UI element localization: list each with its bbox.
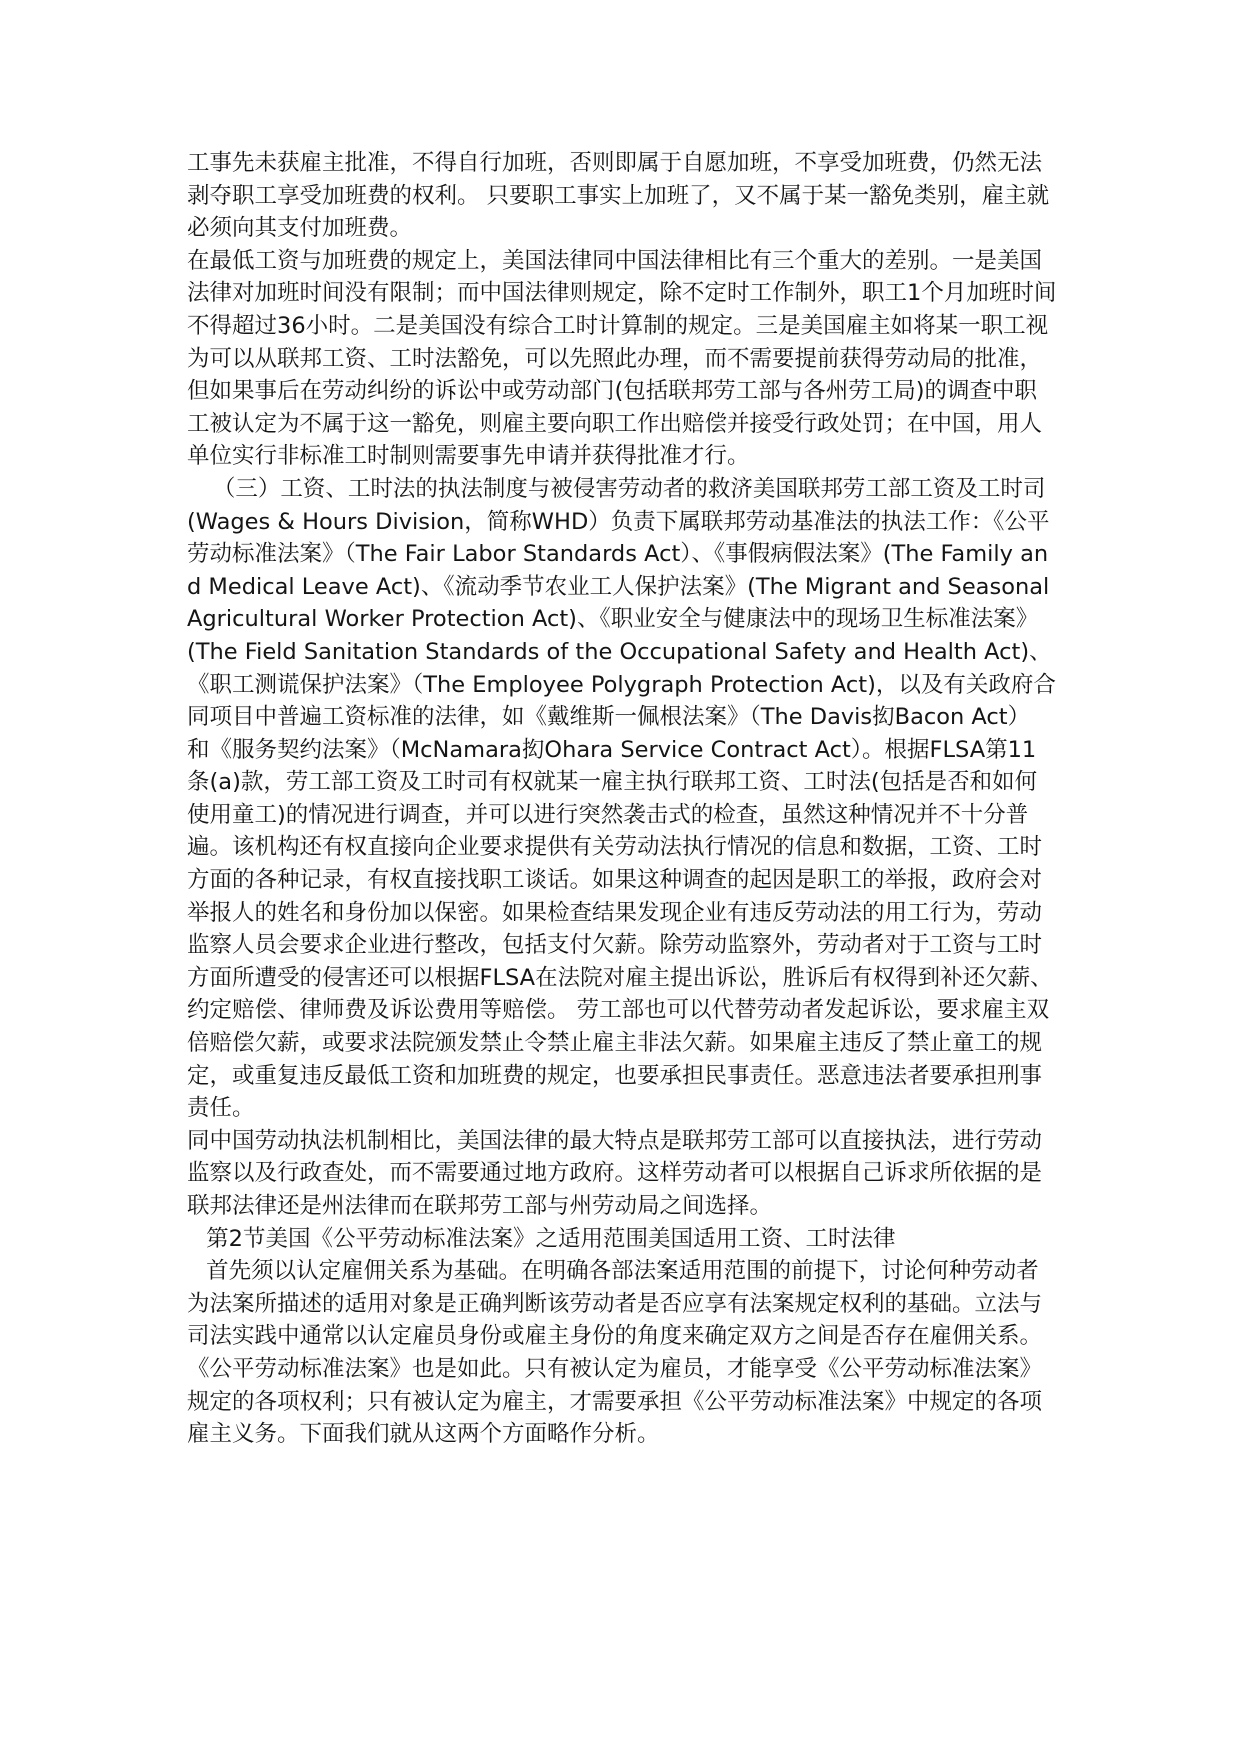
paragraph-1: 工事先未获雇主批准，不得自行加班，否则即属于自愿加班，不享受加班费，仍然无法剥夺职工享受加班费的权利。 只要职工事实上加班了，又不属于某一豁免类别，雇主就必须向其支付加班费。 bbox=[187, 150, 1050, 242]
document-body bbox=[187, 147, 1057, 1451]
paragraph-2: 在最低工资与加班费的规定上，美国法律同中国法律相比有三个重大的差别。一是美国法律对加班时间没有限制；而中国法律则规定，除不定时工作制外，职工1个月加班时间不得超过36小时。二是美国没有综合工时计算制的规定。三是美国雇主如将某一职工视为可以从联邦工资、工时法豁免，可以先照此办理，而不需要提前获得劳动局的批准，但如果事后在劳动纠纷的诉讼中或劳动部门(包括联邦劳工部与各州劳工局)的调查中职工被认定为不属于这一豁免，则雇主要向职工作出赔偿并接受行政处罚；在中国，用人单位实行非标准工时制则需要事先申请并获得批准才行。 bbox=[187, 247, 1057, 470]
paragraph-5: 首先须以认定雇佣关系为基础。在明确各部法案适用范围的前提下，讨论何种劳动者为法案所描述的适用对象是正确判断该劳动者是否应享有法案规定权利的基础。立法与司法实践中通常以认定雇员身份或雇主身份的角度来确定双方之间是否存在雇佣关系。《公平劳动标准法案》也是如此。只有被认定为雇员，才能享受《公平劳动标准法案》规定的各项权利；只有被认定为雇主，才需要承担《公平劳动标准法案》中规定的各项雇主义务。下面我们就从这两个方面略作分析。 bbox=[187, 1258, 1043, 1448]
section-heading: 第2节美国《公平劳动标准法案》之适用范围美国适用工资、工时法律 bbox=[206, 1225, 896, 1252]
paragraph-4: 同中国劳动执法机制相比，美国法律的最大特点是联邦劳工部可以直接执法，进行劳动监察以及行政查处，而不需要通过地方政府。这样劳动者可以根据自己诉求所依据的是联邦法律还是州法律而在联邦劳工部与州劳动局之间选择。 bbox=[187, 1127, 1043, 1219]
paragraph-3: （三）工资、工时法的执法制度与被侵害劳动者的救济美国联邦劳工部工资及工时司(Wages & Hours Division，简称WHD）负责下属联邦劳动基准法的执法工作：《公平劳动标准法案》（The Fair Labor Standards Act）、《事假病假法案》(The Family and Medical Leave Act)、《流动季节农业工人保护法案》(The Migrant and Seasonal Agricultural Worker Protection Act)、《职业安全与健康法中的现场卫生标准法案》(The Field Sanitation Standards of the Occupational Safety and Health Act)、《职工测谎保护法案》（The Employee Polygraph Protection Act)，以及有关政府合同项目中普遍工资标准的法律，如《戴维斯一佩根法案》（The Davis抝Bacon Act） 和《服务契约法案》（McNamara抝Ohara Service Contract Act）。根据FLSA第11条(a)款，劳工部工资及工时司有权就某一雇主执行联邦工资、工时法(包括是否和如何使用童工)的情况进行调查，并可以进行突然袭击式的检查，虽然这种情况并不十分普遍。该机构还有权直接向企业要求提供有关劳动法执行情况的信息和数据，工资、工时方面的各种记录，有权直接找职工谈话。如果这种调查的起因是职工的举报，政府会对举报人的姓名和身份加以保密。如果检查结果发现企业有违反劳动法的用工行为，劳动监察人员会要求企业进行整改，包括支付欠薪。除劳动监察外，劳动者对于工资与工时方面所遭受的侵害还可以根据FLSA在法院对雇主提出诉讼，胜诉后有权得到补还欠薪、约定赔偿、律师费及诉讼费用等赔偿。 劳工部也可以代替劳动者发起诉讼，要求雇主双倍赔偿欠薪，或要求法院颁发禁止令禁止雇主非法欠薪。如果雇主违反了禁止童工的规定，或重复违反最低工资和加班费的规定，也要承担民事责任。恶意违法者要承担刑事责任。 bbox=[187, 475, 1057, 1122]
